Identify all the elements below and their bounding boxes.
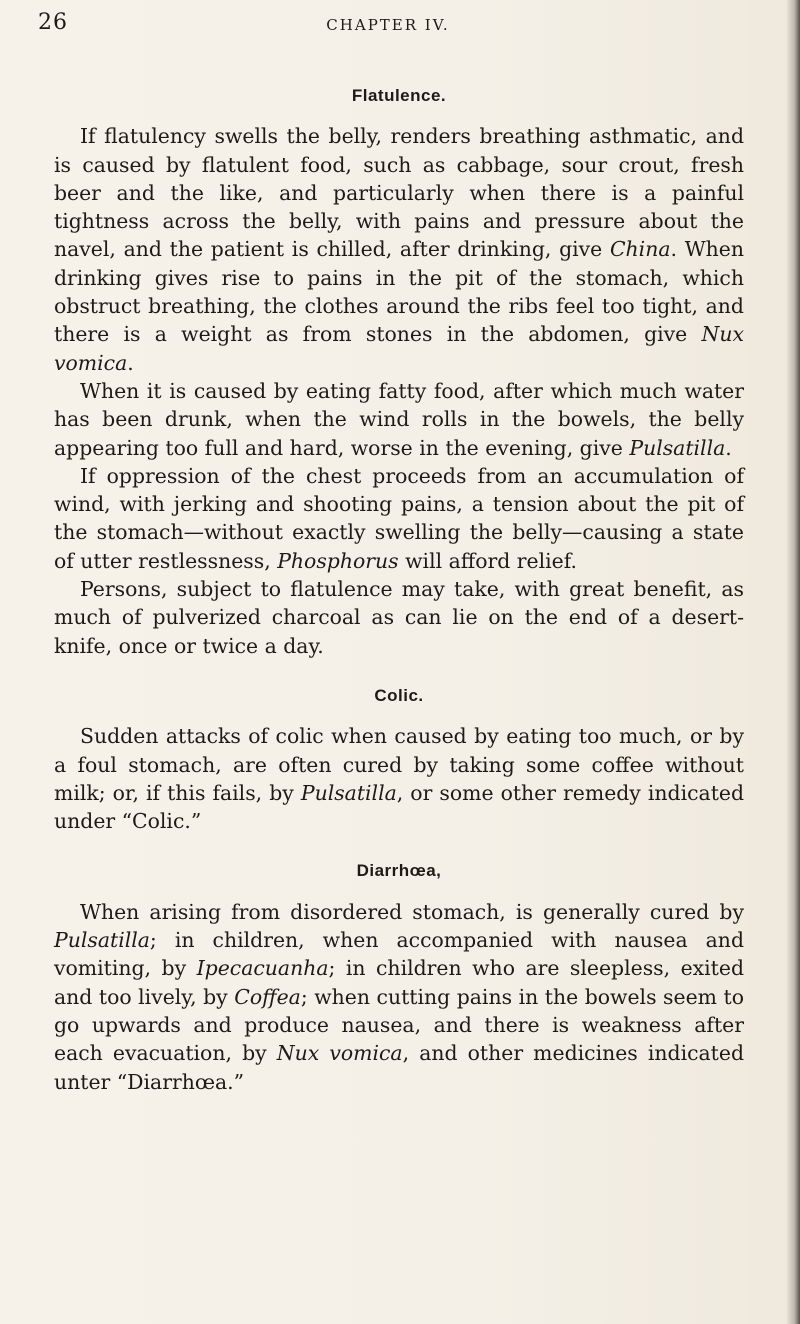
text-run: If flatulency swells the belly, renders breathing asthmatic, and is caused by flatulent food, such as cabbage, sour crout, fresh beer and the like, and particularly when there is a painful tightness across the belly, with pains and pressure about the navel, and the patient is chilled, after drinking, give [54,124,744,262]
page-header [38,10,738,40]
remedy-name: Ipecacuanha [196,956,329,981]
running-head: CHAPTER IV. [326,16,450,34]
remedy-name: Nux vomica [54,322,744,375]
section-colic [54,682,744,835]
text-run: When arising from disordered stomach, is generally cured by [80,899,744,924]
text-run: ; when cutting pains in the bowels seem to go upwards and produce nausea, and there is weakness after each evacuation, by [54,984,744,1066]
remedy-name: Pulsatilla [300,780,397,805]
paragraph [54,462,744,575]
text-run: ; in children who are sleepless, exited and too lively, by [54,956,744,1009]
text-run: When it is caused by eating fatty food, after which much water has been drunk, when the wind rolls in the bowels, the belly appearing too full and hard, worse in the evening, give [54,378,744,460]
remedy-name: Pulsatilla [629,435,726,460]
remedy-name: Coffea [234,984,301,1009]
text-run: Sudden attacks of colic when caused by eating too much, or by a foul stomach, are often cured by taking some coffee without milk; or, if this fails, by [54,724,744,805]
section-title: Flatulence. [351,86,447,105]
paragraph [54,722,744,835]
text-run: , or some other remedy indicated under “Colic.” [54,780,745,834]
section-diarrhoea [54,857,744,1095]
page-body [54,82,744,1096]
text-run: . When drinking gives rise to pains in the pit of the stomach, which obstruct breathing, the clothes around the ribs feel too tight, and there is a weight as from stones in the abdomen, give [54,237,744,347]
paragraph [54,898,744,1096]
text-run: will afford relief. [398,548,578,573]
paragraph [54,575,744,660]
remedy-name: Phosphorus [277,548,399,573]
page-edge-shadow [786,0,800,1324]
page-number: 26 [38,10,68,35]
text-run: If oppression of the chest proceeds from an accumulation of wind, with jerking and shooting pains, a tension about the pit of the stomach—without exactly swelling the belly—causing a state of utter restlessness, [54,463,744,573]
paragraph [54,377,744,462]
section-title: Colic. [374,685,424,705]
text-run: ; in children, when accompanied with nausea and vomiting, by [54,928,744,981]
text-run: . [725,435,732,460]
remedy-name: Nux vomica [276,1041,403,1066]
remedy-name: China [609,237,671,262]
text-run: , and other medicines indicated unter “Diarrhœa.” [54,1041,745,1094]
paragraph [54,122,744,377]
text-run: . [127,350,134,375]
section-flatulence [54,82,744,660]
section-title: Diarrhœa, [356,861,442,881]
remedy-name: Pulsatilla [54,928,150,953]
text-run: Persons, subject to flatulence may take, with great benefit, as much of pulverized charcoal as can lie on the end of a desert-knife, once or twice a day. [54,577,744,658]
